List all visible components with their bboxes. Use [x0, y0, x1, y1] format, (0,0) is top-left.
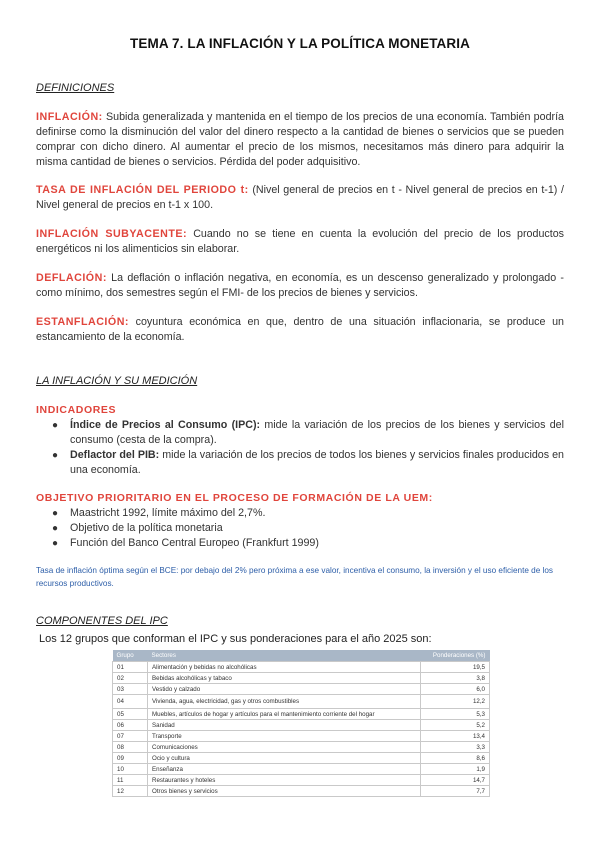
- def-tasa: [36, 183, 564, 213]
- table-row: [113, 662, 490, 673]
- cell-code: 05: [113, 709, 148, 720]
- table-row: [113, 709, 490, 720]
- cell-value: 3,8: [421, 673, 490, 684]
- table-row: [113, 764, 490, 775]
- section-heading-medicion: LA INFLACIÓN Y SU MEDICIÓN: [36, 375, 198, 387]
- cell-value: 7,7: [421, 786, 490, 797]
- def-subyacente-label: INFLACIÓN SUBYACENTE:: [36, 228, 188, 240]
- table-row: [113, 753, 490, 764]
- cell-value: 12,2: [421, 695, 490, 709]
- cell-value: 14,7: [421, 775, 490, 786]
- page-title: TEMA 7. LA INFLACIÓN Y LA POLÍTICA MONETARIA: [130, 36, 470, 51]
- list-item: [36, 448, 564, 478]
- def-inflacion-text: Subida generalizada y mantenida en el tiempo de los precios de una economía. También podría definirse como la disminución del valor del dinero respecto a la cantidad de bienes o servicios que se pueden comprar con dicho dinero. Al aumentar el precio de los mismos, necesitamos más dinero para adquirir la misma cantidad de bienes o servicios. Pérdida del poder adquisitivo.: [36, 111, 564, 168]
- bce-note: Tasa de inflación óptima según el BCE: por debajo del 2% pero próxima a ese valor, incentiva el consumo, la inversión y el uso eficiente de los recursos productivos.: [36, 566, 554, 588]
- cell-value: 1,9: [421, 764, 490, 775]
- list-item: [36, 521, 564, 536]
- def-deflacion-text: La deflación o inflación negativa, en economía, es un descenso generalizado y prolongado -como mínimo, dos semestres según el FMI- de los precios de bienes y servicios.: [36, 272, 564, 299]
- list-item: [36, 418, 564, 448]
- cell-sector: Ocio y cultura: [148, 753, 421, 764]
- cell-value: 19,5: [421, 662, 490, 673]
- cell-value: 8,6: [421, 753, 490, 764]
- cell-code: 03: [113, 684, 148, 695]
- section-heading-definiciones: DEFINICIONES: [36, 82, 115, 94]
- cell-value: 3,3: [421, 742, 490, 753]
- cell-code: 02: [113, 673, 148, 684]
- cell-sector: Otros bienes y servicios: [148, 786, 421, 797]
- cell-sector: Alimentación y bebidas no alcohólicas: [148, 662, 421, 673]
- cell-sector: Vivienda, agua, electricidad, gas y otros combustibles: [148, 695, 421, 709]
- table-row: [113, 731, 490, 742]
- cell-code: 01: [113, 662, 148, 673]
- def-deflacion-label: DEFLACIÓN:: [36, 272, 107, 284]
- def-deflacion: [36, 271, 564, 301]
- pib-description: mide la variación de los precios de todos los bienes y servicios finales producidos en una economía.: [70, 449, 564, 476]
- cell-code: 07: [113, 731, 148, 742]
- cell-code: 09: [113, 753, 148, 764]
- objetivo-list: [36, 506, 564, 551]
- header-ponderaciones: Ponderaciones (%): [421, 650, 490, 662]
- cell-sector: Transporte: [148, 731, 421, 742]
- cell-value: 6,0: [421, 684, 490, 695]
- cell-code: 08: [113, 742, 148, 753]
- cell-value: 13,4: [421, 731, 490, 742]
- cell-sector: Comunicaciones: [148, 742, 421, 753]
- cell-value: 5,2: [421, 720, 490, 731]
- table-row: [113, 673, 490, 684]
- cell-sector: Muebles, artículos de hogar y artículos para el mantenimiento corriente del hogar: [148, 709, 421, 720]
- table-row: [113, 684, 490, 695]
- table-row: [113, 786, 490, 797]
- ipc-term: Índice de Precios al Consumo (IPC):: [70, 419, 261, 431]
- def-inflacion: [36, 110, 564, 170]
- cell-sector: Bebidas alcohólicas y tabaco: [148, 673, 421, 684]
- def-estanflacion-text: coyuntura económica en que, dentro de una situación inflacionaria, se produce un estancamiento de la economía.: [36, 316, 564, 343]
- cell-sector: Enseñanza: [148, 764, 421, 775]
- def-subyacente: [36, 227, 564, 257]
- bullet-icon: ●: [52, 523, 59, 534]
- bullet-icon: ●: [52, 538, 59, 549]
- table-row: [113, 742, 490, 753]
- list-item: [36, 506, 564, 521]
- objetivo-item: Maastricht 1992, límite máximo del 2,7%.: [70, 507, 266, 519]
- indicadores-label: INDICADORES: [36, 404, 117, 416]
- ipc-table: [112, 650, 490, 797]
- indicadores-list: [36, 418, 564, 478]
- bullet-icon: ●: [52, 450, 59, 461]
- objetivo-item: Objetivo de la política monetaria: [70, 522, 223, 534]
- def-estanflacion-label: ESTANFLACIÓN:: [36, 316, 129, 328]
- table-row: [113, 775, 490, 786]
- def-tasa-label: TASA DE INFLACIÓN DEL PERIODO t:: [36, 184, 249, 196]
- cell-sector: Vestido y calzado: [148, 684, 421, 695]
- objetivo-item: Función del Banco Central Europeo (Frankfurt 1999): [70, 537, 319, 549]
- cell-code: 12: [113, 786, 148, 797]
- def-tasa-text: (Nivel general de precios en t - Nivel general de precios en t-1) / Nivel general de precios en t-1 x 100.: [36, 184, 564, 211]
- cell-code: 11: [113, 775, 148, 786]
- cell-sector: Sanidad: [148, 720, 421, 731]
- cell-value: 5,3: [421, 709, 490, 720]
- cell-sector: Restaurantes y hoteles: [148, 775, 421, 786]
- table-row: [113, 695, 490, 709]
- cell-code: 04: [113, 695, 148, 709]
- table-header-row: [113, 650, 490, 662]
- pib-term: Deflactor del PIB:: [70, 449, 160, 461]
- bullet-icon: ●: [52, 508, 59, 519]
- section-heading-componentes: COMPONENTES DEL IPC: [36, 615, 168, 627]
- table-row: [113, 720, 490, 731]
- def-estanflacion: [36, 315, 564, 345]
- table-intro: Los 12 grupos que conforman el IPC y sus ponderaciones para el año 2025 son:: [39, 633, 432, 645]
- header-sectores: Sectores: [148, 650, 421, 662]
- def-inflacion-label: INFLACIÓN:: [36, 111, 103, 123]
- objetivo-label: OBJETIVO PRIORITARIO EN EL PROCESO DE FORMACIÓN DE LA UEM:: [36, 492, 433, 504]
- bullet-icon: ●: [52, 420, 59, 431]
- ipc-description: mide la variación de los precios de los bienes y servicios del consumo (cesta de la compra).: [70, 419, 564, 446]
- header-grupo: Grupo: [113, 650, 148, 662]
- cell-code: 10: [113, 764, 148, 775]
- def-subyacente-text: Cuando no se tiene en cuenta la evolución del precio de los productos energéticos ni los alimenticios sin elaborar.: [36, 228, 564, 255]
- cell-code: 06: [113, 720, 148, 731]
- list-item: [36, 536, 564, 551]
